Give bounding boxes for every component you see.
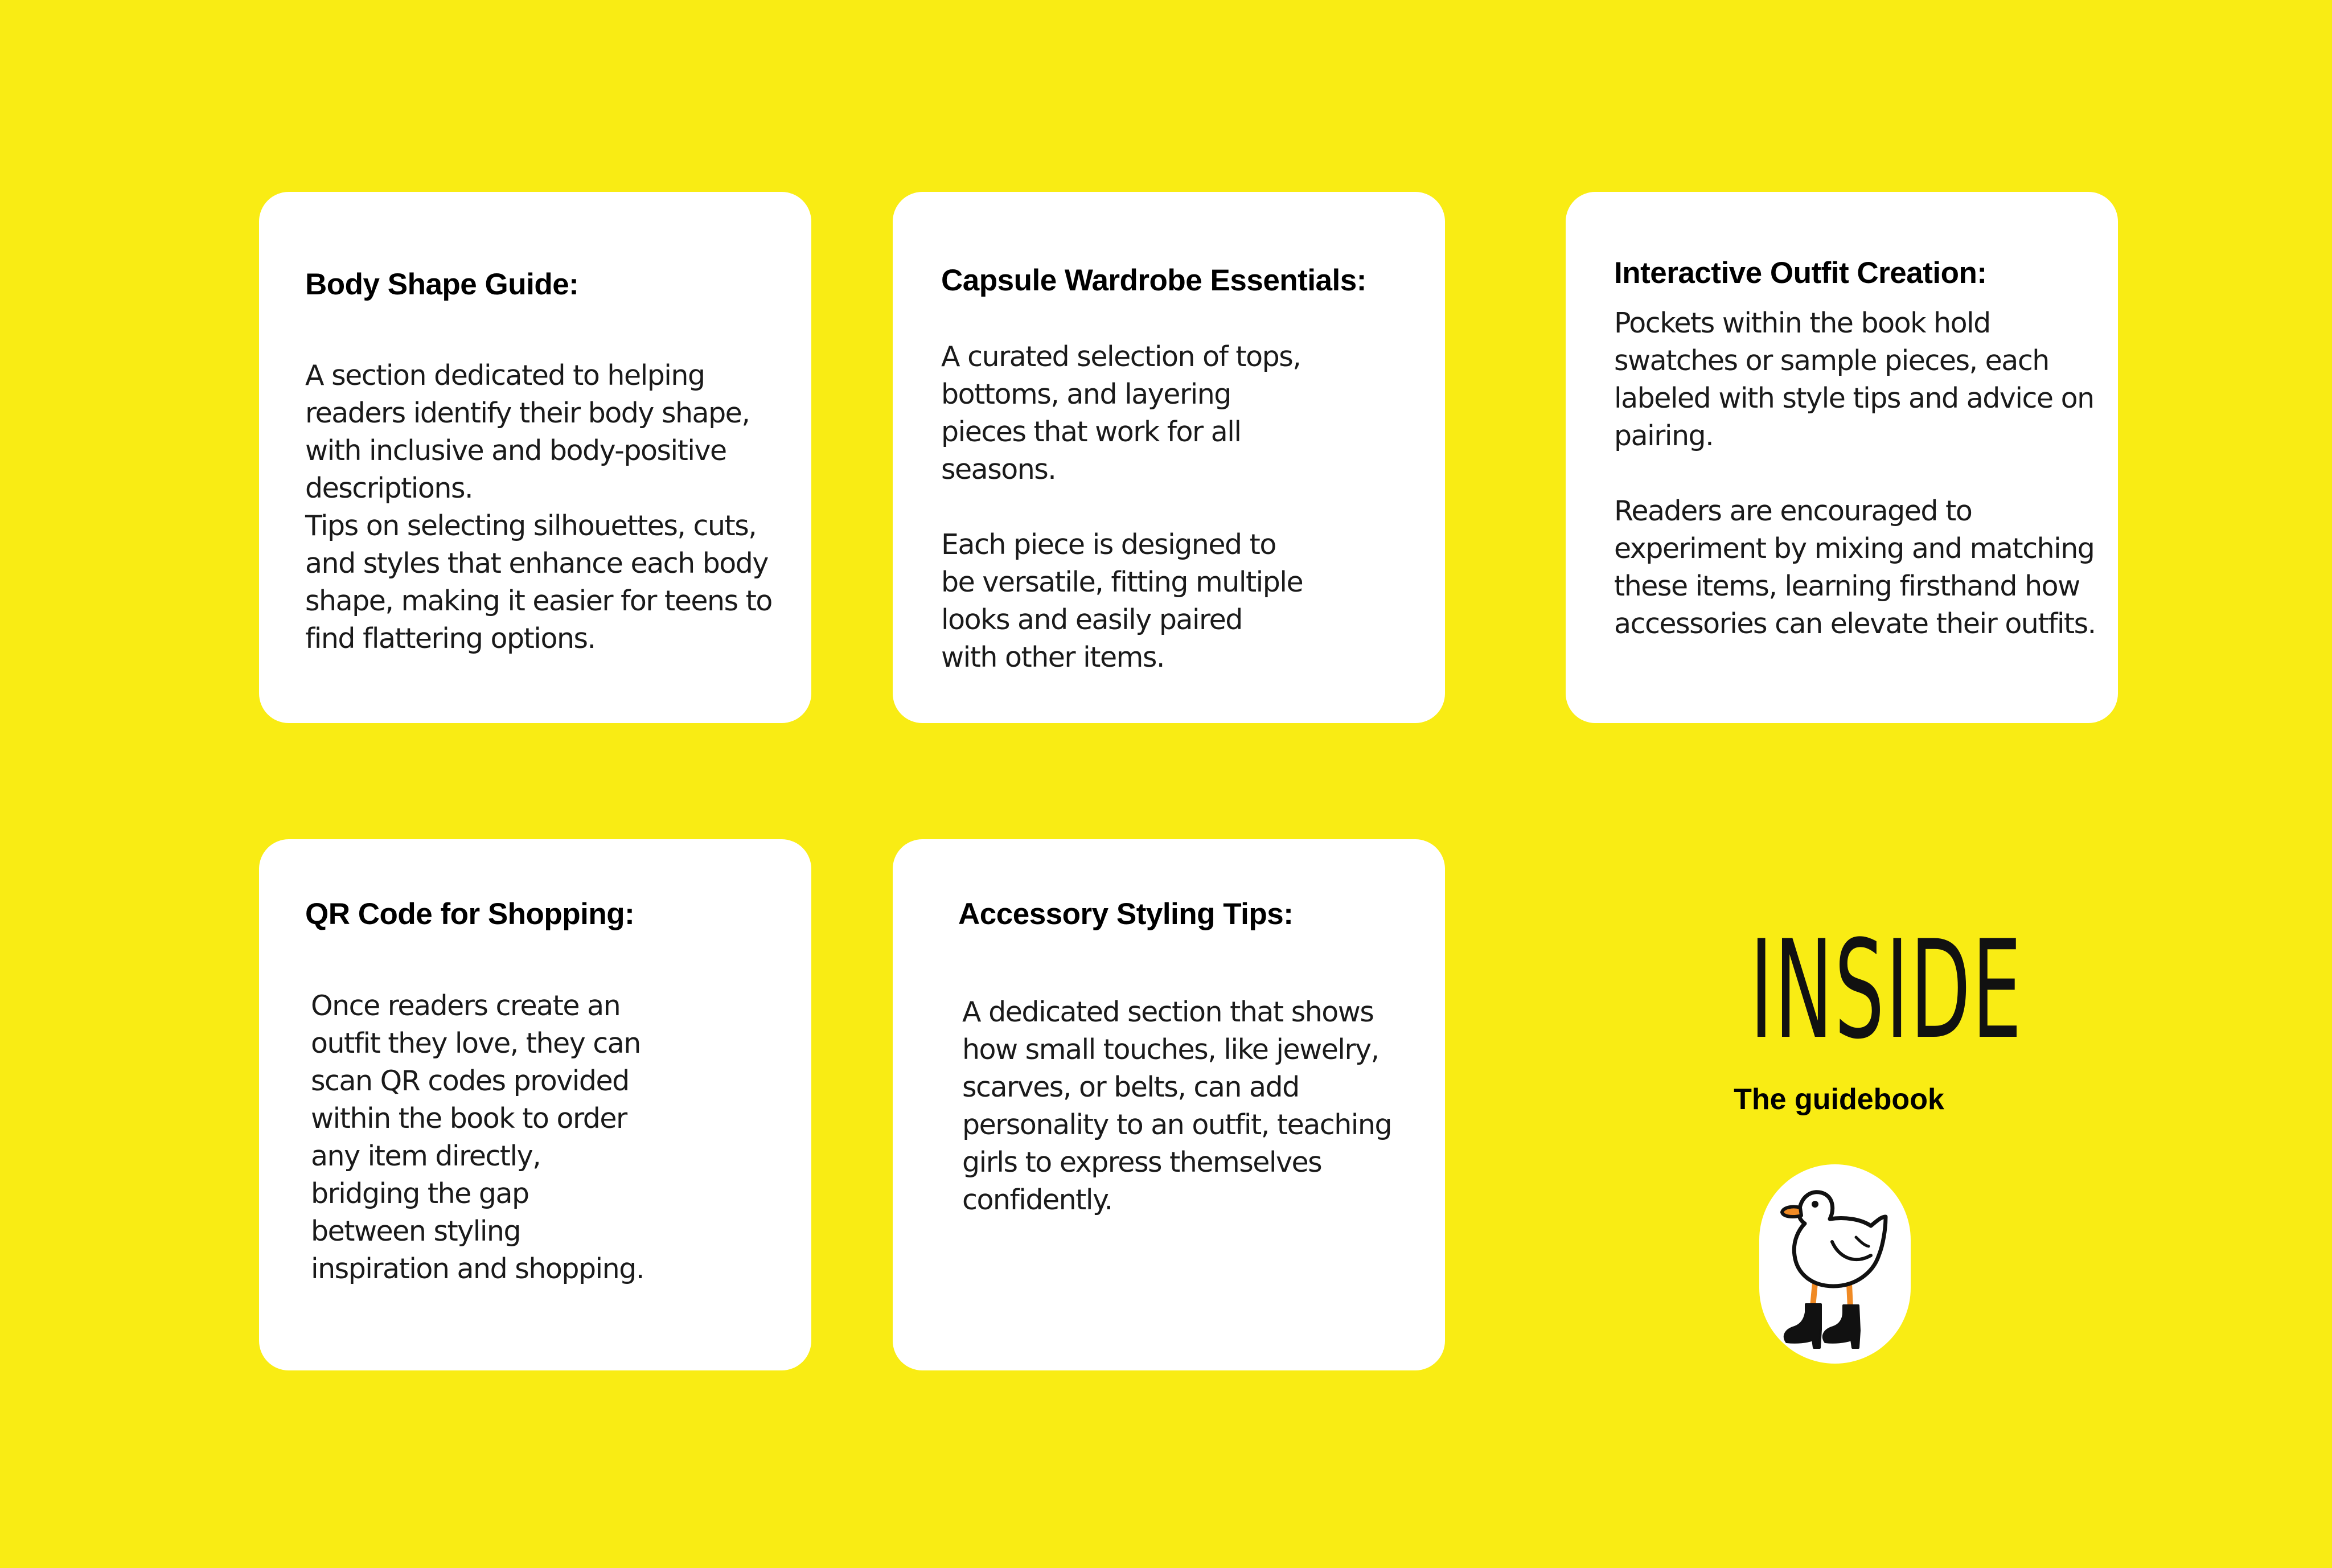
- duck-in-boots-icon: [1759, 1164, 1911, 1364]
- card-title: Interactive Outfit Creation:: [1614, 256, 1987, 290]
- card-title: Accessory Styling Tips:: [958, 897, 1294, 931]
- card-title: QR Code for Shopping:: [305, 897, 635, 931]
- card-text: A dedicated section that shows how small touches, like jewelry, scarves, or belts, can add personality to an outfit, teaching girls to express themselves confidently.: [962, 996, 1392, 1216]
- card-text: Pockets within the book hold swatches or sample pieces, each labeled with style tips and advice on pairing. Readers are encouraged to experiment by mixing and matching these items, learning firsthand how accessories can elevate their outfits.: [1614, 307, 2096, 640]
- card-text: Once readers create an outfit they love, they can scan QR codes provided within the book to order any item directly, bridging the gap between styling inspiration and shopping.: [311, 990, 644, 1285]
- card-text: A section dedicated to helping readers identify their body shape, with inclusive and body-positive descriptions. Tips on selecting silhouettes, cuts, and styles that enhance each body shape, making it easier for teens to find flattering options.: [305, 359, 772, 655]
- card-title: Body Shape Guide:: [305, 268, 579, 301]
- inside-title: INSIDE: [1750, 912, 2023, 1069]
- card-body-shape-guide: [259, 192, 811, 723]
- guidebook-subtitle: The guidebook: [1734, 1083, 1944, 1116]
- card-accessory-styling: [893, 839, 1445, 1370]
- card-interactive-outfit: [1566, 192, 2118, 723]
- card-qr-code-shopping: [259, 839, 811, 1370]
- card-title: Capsule Wardrobe Essentials:: [941, 264, 1366, 297]
- card-text: A curated selection of tops, bottoms, and layering pieces that work for all seasons. Each piece is designed to be versatile, fitting multiple looks and easily paired with other items.: [941, 340, 1303, 674]
- card-capsule-wardrobe: [893, 192, 1445, 723]
